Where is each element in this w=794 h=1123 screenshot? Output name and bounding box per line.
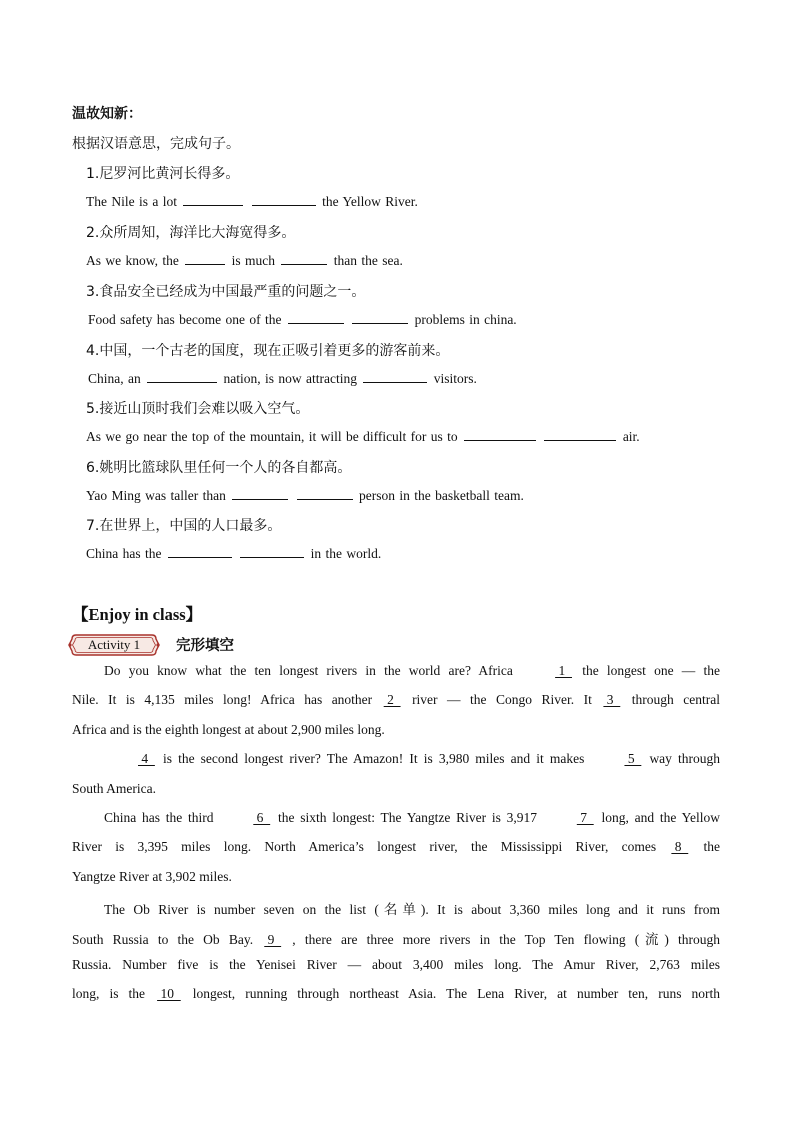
passage-line (72, 869, 720, 885)
passage-text: long, is the (72, 986, 146, 1002)
item-3-english (88, 311, 517, 328)
cloze-blank-number[interactable]: 2 (383, 692, 401, 708)
review-instruction: 根据汉语意思，完成句子。 (72, 136, 240, 152)
passage-text: South America. (72, 780, 156, 796)
passage-text: longest, running through northeast Asia. The Lena River, at number ten, runs north (192, 986, 721, 1002)
item-6-text-a: Yao Ming was taller than (86, 488, 226, 503)
passage-line (72, 722, 720, 738)
passage-text: long, and the Yellow (601, 810, 720, 825)
passage-text: The Ob River is number seven on the list (名单). It is about 3,360 miles long and it runs from (104, 902, 720, 918)
passage-line (72, 781, 720, 797)
item-2-blank-1[interactable] (185, 252, 225, 265)
enjoy-heading: 【Enjoy in class】 (72, 605, 203, 624)
passage-line (72, 898, 720, 918)
item-2-english (86, 252, 403, 269)
item-6-english (86, 487, 524, 504)
passage-line (72, 810, 720, 826)
item-2-text-mid: is much (231, 253, 275, 268)
item-7-blank-2[interactable] (240, 545, 304, 558)
item-5-english (86, 428, 640, 445)
cloze-blank-number[interactable]: 1 (555, 663, 572, 678)
passage-text: the longest one — the (582, 663, 721, 678)
item-1-blank-1[interactable] (183, 193, 243, 206)
item-6-text-b: person in the basketball team. (359, 488, 524, 503)
item-7-text-b: in the world. (310, 546, 382, 561)
item-2-text-a: As we know, the (86, 253, 179, 268)
passage-line (72, 839, 720, 855)
passage-text: Do you know what the ten longest rivers in the world are? Africa (104, 663, 513, 678)
item-6-chinese: 6.姚明比篮球队里任何一个人的各自都高。 (86, 460, 352, 476)
activity-badge-label: Activity 1 (87, 637, 141, 652)
item-4-english (88, 370, 477, 387)
cloze-blank-number[interactable]: 9 (264, 931, 282, 947)
passage-text: Africa and is the eighth longest at about 2,900 miles long. (72, 721, 385, 737)
item-1-english (86, 193, 418, 210)
passage-line (72, 692, 720, 708)
cloze-blank-number[interactable]: 4 (138, 751, 155, 767)
cloze-blank-number[interactable]: 3 (603, 692, 621, 708)
item-7-english (86, 545, 381, 562)
item-1-text-a: The Nile is a lot (86, 194, 177, 209)
cloze-blank-number[interactable]: 5 (624, 751, 642, 767)
item-2-text-b: than the sea. (333, 253, 403, 268)
passage-text: river — the Congo River. It (412, 692, 592, 708)
cloze-blank-number[interactable]: 8 (671, 839, 689, 855)
item-4-text-mid: nation, is now attracting (223, 371, 357, 386)
passage-text: South Russia to the Ob Bay. (72, 931, 254, 947)
passage-line (72, 663, 720, 679)
item-5-blank-1[interactable] (464, 428, 536, 441)
activity-badge (68, 632, 160, 658)
item-1-blank-2[interactable] (252, 193, 316, 206)
item-7-text-a: China has the (86, 546, 162, 561)
item-3-chinese: 3.食品安全已经成为中国最严重的问题之一。 (86, 284, 366, 300)
passage-text: the sixth longest: The Yangtze River is 3,917 (277, 810, 538, 825)
cloze-blank-number[interactable]: 7 (576, 810, 594, 825)
review-heading: 温故知新： (72, 106, 142, 122)
passage-text: Russia. Number five is the Yenisei River — about 3,400 miles long. The Amur River, 2,763 miles (72, 957, 720, 972)
item-3-blank-1[interactable] (288, 311, 344, 324)
passage-text: Yangtze River at 3,902 miles. (72, 868, 232, 884)
item-2-blank-2[interactable] (281, 252, 327, 265)
item-3-text-a: Food safety has become one of the (88, 312, 282, 327)
passage-line (72, 928, 720, 948)
passage-text: way through (649, 751, 721, 767)
passage-text: China has the third (104, 810, 214, 825)
cloze-blank-number[interactable]: 10 (157, 986, 181, 1002)
passage-text: River is 3,395 miles long. North America’s longest river, the Mississippi River, comes (72, 839, 657, 855)
item-7-blank-1[interactable] (168, 545, 232, 558)
passage-line (72, 986, 720, 1002)
item-3-text-b: problems in china. (414, 312, 517, 327)
item-5-blank-2[interactable] (544, 428, 616, 441)
passage-text: Nile. It is 4,135 miles long! Africa has another (72, 692, 373, 708)
activity-title: 完形填空 (176, 638, 234, 654)
passage-text: , there are three more rivers in the Top Ten flowing (流) through (292, 931, 720, 947)
item-4-blank-2[interactable] (363, 370, 427, 383)
passage-text: through central (631, 692, 720, 708)
item-5-text-b: air. (622, 429, 640, 444)
passage-text: is the second longest river? The Amazon! It is 3,980 miles and it makes (162, 751, 585, 767)
item-6-blank-1[interactable] (232, 487, 288, 500)
item-5-text-a: As we go near the top of the mountain, it will be difficult for us to (86, 429, 458, 444)
passage-text: the (703, 839, 721, 855)
item-1-chinese: 1.尼罗河比黄河长得多。 (86, 166, 240, 182)
item-4-text-a: China, an (88, 371, 141, 386)
cloze-blank-number[interactable]: 6 (253, 810, 271, 825)
passage-line (72, 751, 720, 767)
item-1-text-b: the Yellow River. (322, 194, 418, 209)
item-4-text-b: visitors. (433, 371, 477, 386)
item-5-chinese: 5.接近山顶时我们会难以吸入空气。 (86, 401, 310, 417)
item-7-chinese: 7.在世界上，中国的人口最多。 (86, 518, 282, 534)
item-4-blank-1[interactable] (147, 370, 217, 383)
passage-line (72, 957, 720, 973)
item-2-chinese: 2.众所周知，海洋比大海宽得多。 (86, 225, 296, 241)
item-3-blank-2[interactable] (352, 311, 408, 324)
item-4-chinese: 4.中国，一个古老的国度，现在正吸引着更多的游客前来。 (86, 343, 450, 359)
item-6-blank-2[interactable] (297, 487, 353, 500)
